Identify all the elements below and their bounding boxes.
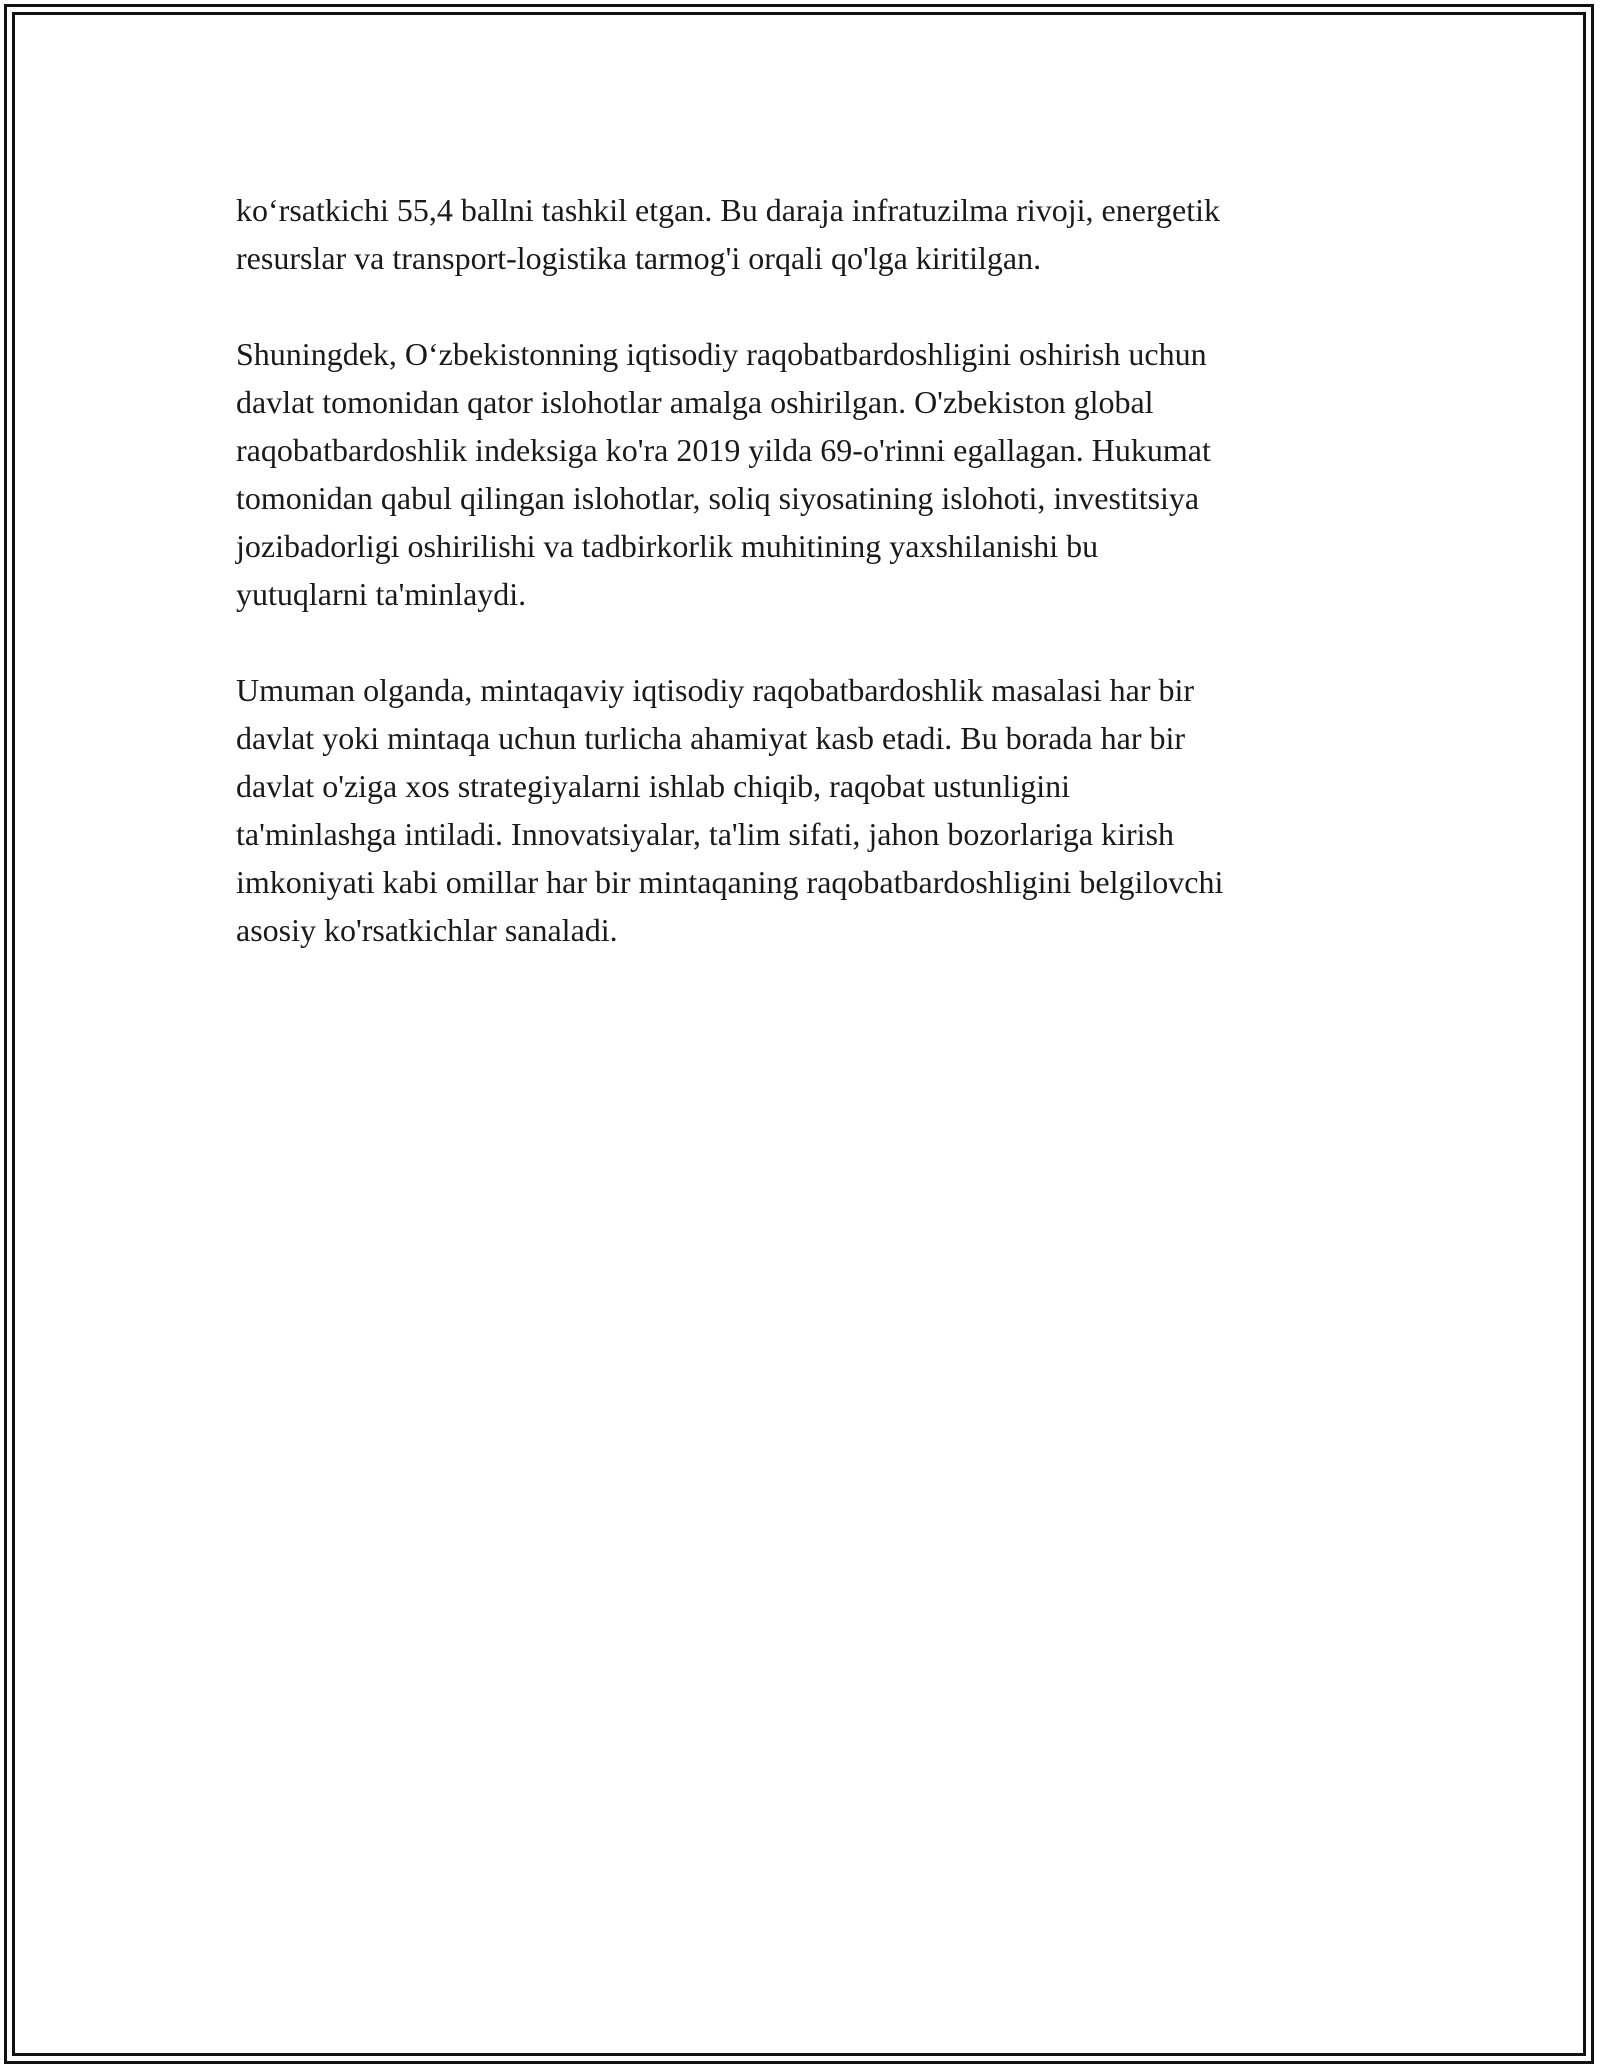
paragraph-3: Umuman olganda, mintaqaviy iqtisodiy raqobatbardoshlik masalasi har bir davlat yoki mintaqa uchun turlicha ahamiyat kasb etadi. Bu borada har bir davlat o'ziga xos strategiyalarni ishlab chiqib, raqobat ustunligini ta'minlashga intiladi. Innovatsiyalar, ta'lim sifati, jahon bozorlariga kirish imkoniyati kabi omillar har bir mintaqaning raqobatbardoshligini belgilovchi asosiy ko'rsatkichlar sanaladi. — [236, 672, 1224, 948]
document-body — [236, 186, 1386, 1002]
paragraph-1: ko‘rsatkichi 55,4 ballni tashkil etgan. Bu daraja infratuzilma rivoji, energetik resurslar va transport-logistika tarmog'i orqali qo'lga kiritilgan. — [236, 192, 1221, 276]
paragraph-2: Shuningdek, O‘zbekistonning iqtisodiy raqobatbardoshligini oshirish uchun davlat tomonidan qator islohotlar amalga oshirilgan. O'zbekiston global raqobatbardoshlik indeksiga ko'ra 2019 yilda 69-o'rinni egallagan. Hukumat tomonidan qabul qilingan islohotlar, soliq siyosatining islohoti, investitsiya jozibadorligi oshirilishi va tadbirkorlik muhitining yaxshilanishi bu yutuqlarni ta'minlaydi. — [236, 336, 1211, 612]
